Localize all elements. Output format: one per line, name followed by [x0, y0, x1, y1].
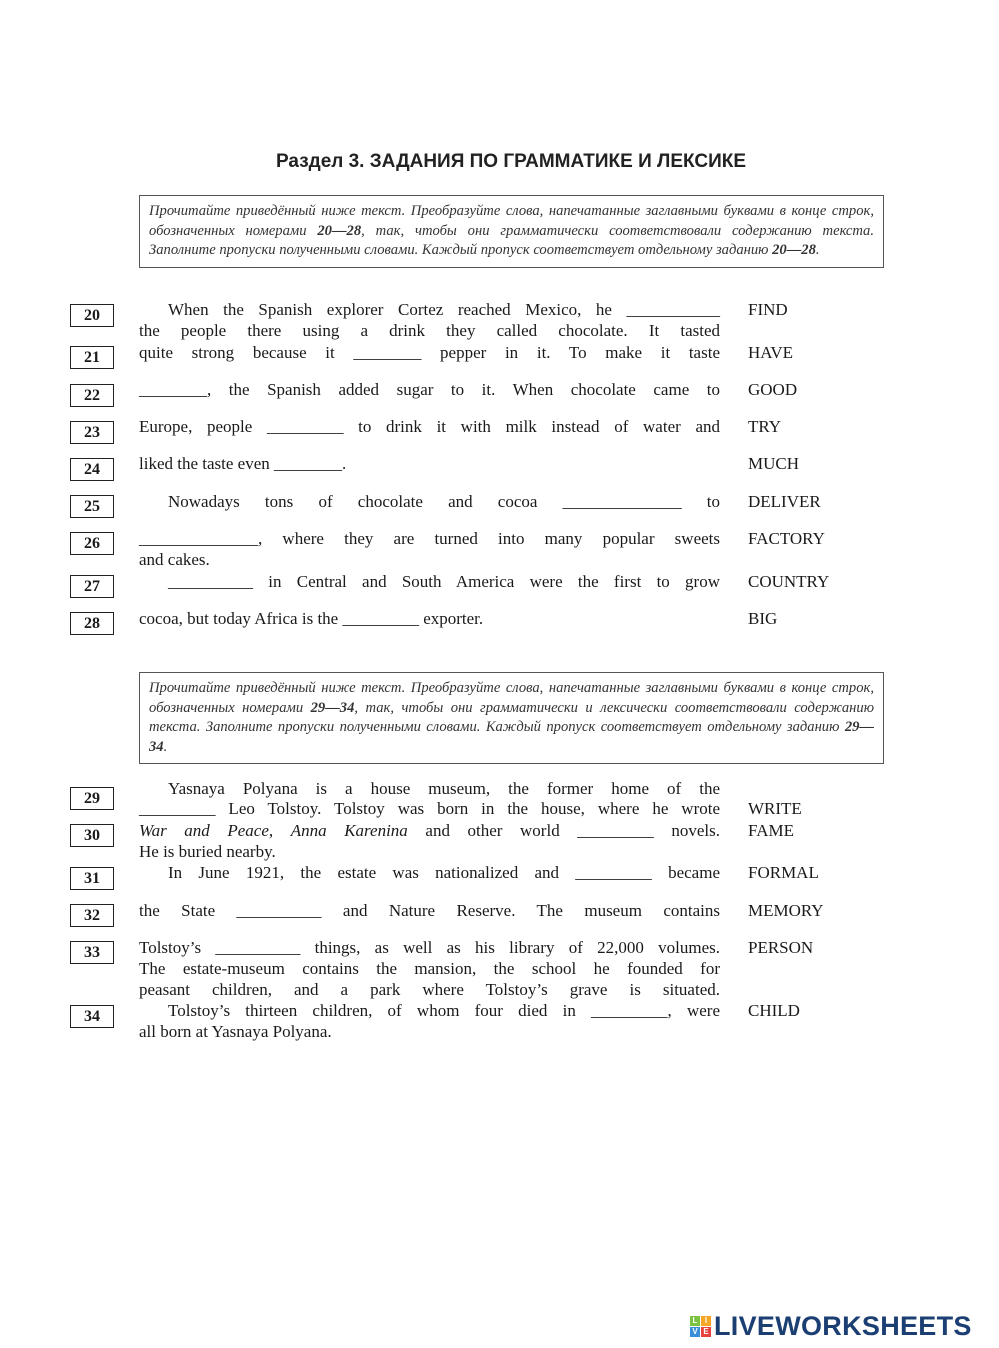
instruction-text: Прочитайте приведённый ниже текст. Преобразуйте слова, напечатанные заглавными буквами в конце строк, обозначенных номерами: [149, 203, 874, 239]
keyword-20: FIND: [748, 300, 788, 319]
task-number-25: 25: [70, 495, 114, 518]
task-number-21: 21: [70, 346, 114, 369]
passage-text-segment: and other world _________ novels.: [407, 821, 720, 840]
passage-line: Yasnaya Polyana is a house museum, the former home of the: [168, 779, 720, 798]
logo-cube: L: [690, 1316, 700, 1326]
keyword-28: BIG: [748, 609, 778, 628]
task-number-24: 24: [70, 458, 114, 481]
task-number-23: 23: [70, 421, 114, 444]
task-number-27: 27: [70, 575, 114, 598]
book-title: Anna Karenina: [290, 821, 408, 840]
passage-line: In June 1921, the estate was nationalized and _________ became: [168, 863, 720, 882]
task-number-34: 34: [70, 1005, 114, 1028]
passage-line: _________ Leo Tolstoy. Tolstoy was born in the house, where he wrote: [139, 799, 720, 818]
passage-line: Europe, people _________ to drink it with milk instead of water and: [139, 417, 720, 436]
keyword-25: DELIVER: [748, 492, 821, 511]
task-range: 29—34: [310, 699, 355, 716]
logo-text: LIVEWORKSHEETS: [714, 1311, 972, 1341]
keyword-22: GOOD: [748, 380, 798, 399]
instruction-text: , так, чтобы они грамматически соответствовали содержанию текста. Заполните пропуски полученными словами. Каждый пропуск соответствует отдельному заданию: [149, 222, 874, 258]
keyword-32: MEMORY: [748, 901, 824, 920]
task-number-32: 32: [70, 904, 114, 927]
task-number-29: 29: [70, 787, 114, 810]
task-number-33: 33: [70, 941, 114, 964]
passage-line: __________ in Central and South America were the first to grow: [168, 572, 720, 591]
task-number-20: 20: [70, 304, 114, 327]
logo-cubes-icon: [690, 1316, 711, 1337]
instruction-text: .: [163, 738, 168, 755]
passage-line: [139, 821, 720, 841]
passage-text-segment: ,: [268, 821, 291, 840]
passage-line: all born at Yasnaya Polyana.: [139, 1022, 332, 1041]
passage-line: Nowadays tons of chocolate and cocoa ______________ to: [168, 492, 720, 511]
passage-line: He is buried nearby.: [139, 842, 276, 861]
task-number-26: 26: [70, 532, 114, 555]
book-title: War and Peace: [139, 821, 269, 840]
passage-line: liked the taste even ________.: [139, 454, 347, 473]
task-range: 20—28: [772, 242, 816, 258]
instructions-box-2: [139, 672, 884, 764]
liveworksheets-logo: [690, 1311, 972, 1342]
keyword-21: HAVE: [748, 343, 794, 362]
instruction-text: .: [815, 242, 820, 258]
keyword-31: FORMAL: [748, 863, 819, 882]
passage-line: ________, the Spanish added sugar to it. When chocolate came to: [139, 380, 720, 399]
passage-line: ______________, where they are turned into many popular sweets: [139, 529, 720, 548]
keyword-29: WRITE: [748, 799, 802, 818]
keyword-33: PERSON: [748, 938, 814, 957]
passage-line: the State __________ and Nature Reserve. The museum contains: [139, 901, 720, 920]
task-range: 29—34: [149, 719, 874, 755]
keyword-23: TRY: [748, 417, 782, 436]
passage-line: and cakes.: [139, 550, 210, 569]
keyword-26: FACTORY: [748, 529, 825, 548]
task-number-22: 22: [70, 384, 114, 407]
passage-line: Tolstoy’s __________ things, as well as his library of 22,000 volumes.: [139, 938, 720, 957]
passage-line: The estate-museum contains the mansion, the school he founded for: [139, 959, 720, 978]
passage-line: the people there using a drink they called chocolate. It tasted: [139, 321, 720, 340]
keyword-27: COUNTRY: [748, 572, 830, 591]
logo-cube: E: [701, 1327, 711, 1337]
instruction-text: Прочитайте приведённый ниже текст. Преобразуйте слова, напечатанные заглавными буквами в конце строк, обозначенных номерами: [149, 680, 874, 716]
task-range: 20—28: [317, 222, 362, 239]
task-number-30: 30: [70, 824, 114, 847]
section-title: Раздел 3. ЗАДАНИЯ ПО ГРАММАТИКЕ И ЛЕКСИКЕ: [275, 151, 747, 172]
logo-cube: V: [690, 1327, 700, 1337]
passage-line: When the Spanish explorer Cortez reached Mexico, he ___________: [168, 300, 720, 319]
passage-line: Tolstoy’s thirteen children, of whom four died in _________, were: [168, 1001, 720, 1020]
logo-cube: I: [701, 1316, 711, 1326]
task-number-31: 31: [70, 867, 114, 890]
keyword-30: FAME: [748, 821, 794, 840]
instruction-text: , так, чтобы они грамматически и лексически соответствовали содержанию текста. Заполните пропуски полученными словами. Каждый пропуск соответствует отдельному заданию: [149, 699, 874, 735]
keyword-24: MUCH: [748, 454, 800, 473]
passage-line: quite strong because it ________ pepper in it. To make it taste: [139, 343, 720, 362]
task-number-28: 28: [70, 612, 114, 635]
passage-line: peasant children, and a park where Tolstoy’s grave is situated.: [139, 980, 720, 999]
passage-line: cocoa, but today Africa is the _________ exporter.: [139, 609, 484, 628]
instructions-box-1: [139, 195, 884, 268]
keyword-34: CHILD: [748, 1001, 800, 1020]
